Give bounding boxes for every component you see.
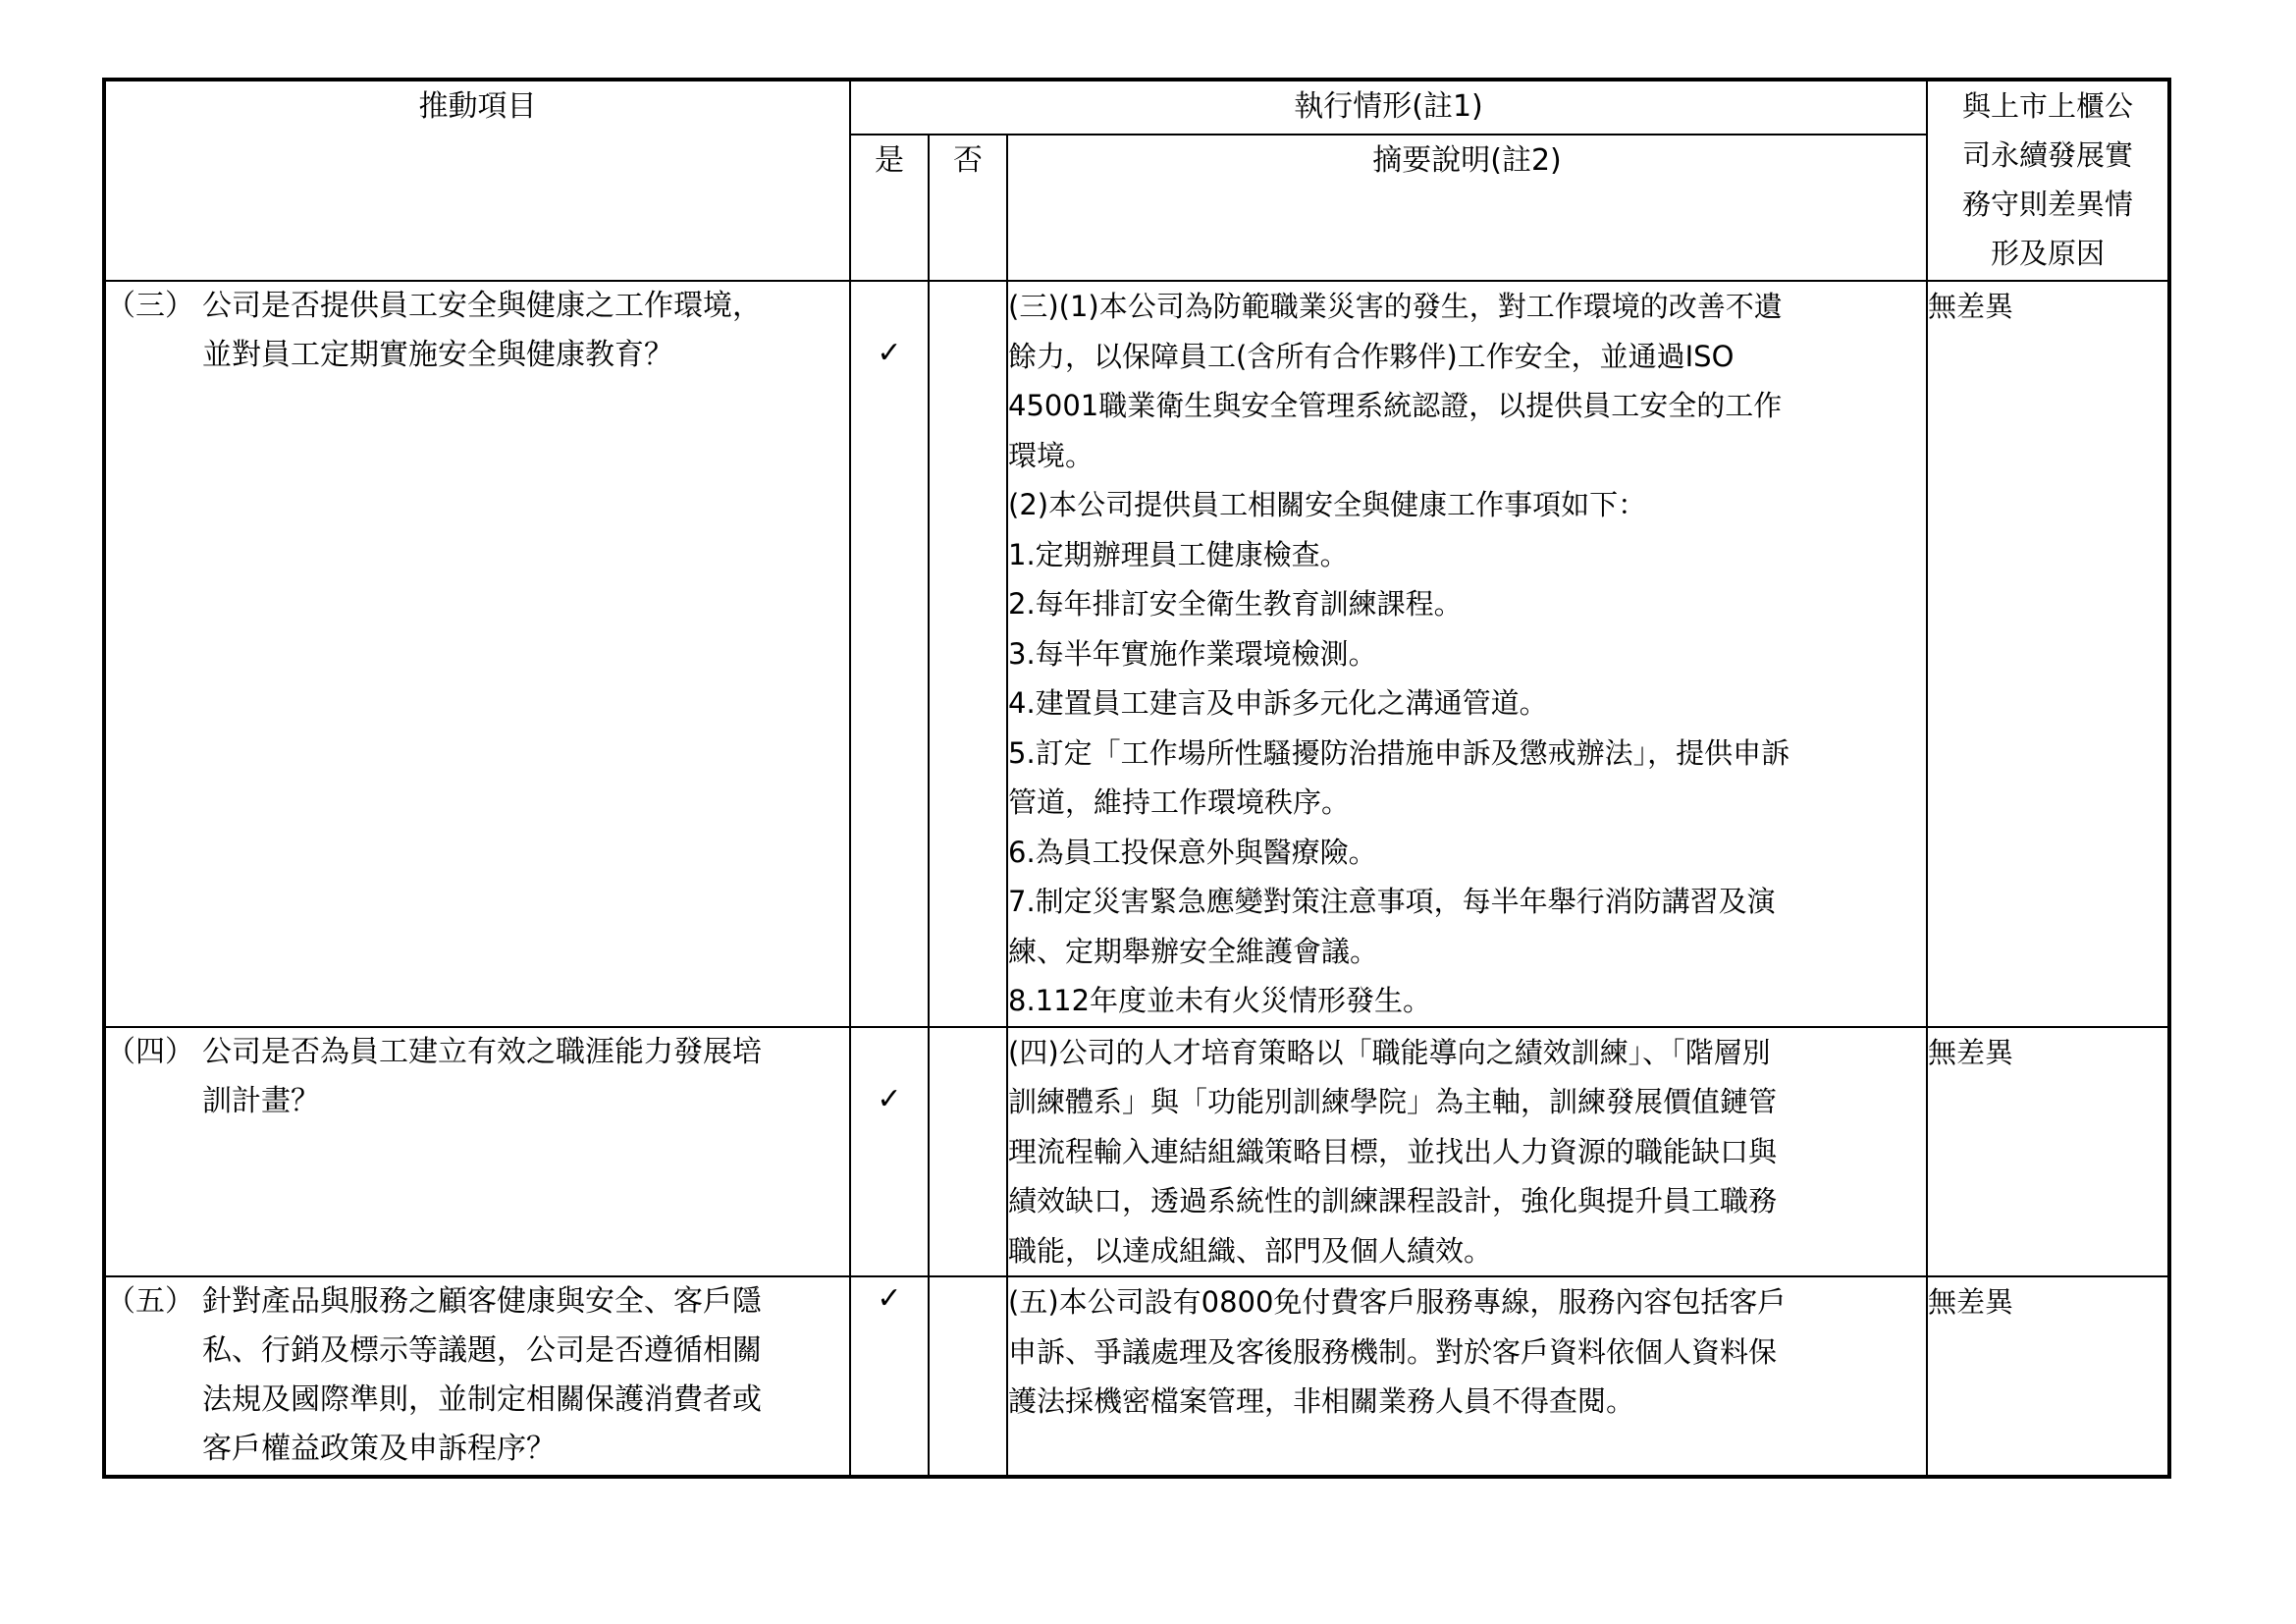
question-text: 訓計畫？ (202, 1083, 320, 1118)
yes-check-cell (850, 1027, 929, 1277)
description-line: 訓練體系」與「功能別訓練學院」為主軸，訓練發展價值鏈管 (1008, 1085, 1778, 1118)
question-text: 針對產品與服務之顧客健康與安全、客戶隱 (202, 1284, 762, 1319)
description-line: 環境。 (1008, 438, 1095, 472)
question-text: 法規及國際準則，並制定相關保護消費者或 (202, 1382, 762, 1417)
question-cell (104, 281, 850, 1027)
question-cell (104, 1276, 850, 1477)
table-row (104, 1276, 2169, 1477)
difference-header-line: 務守則差異情 (1962, 188, 2134, 221)
difference-cell: 無差異 (1927, 281, 2169, 1027)
item-number: （五） (106, 1284, 194, 1319)
checkmark-icon: ✓ (877, 1081, 902, 1116)
no-header: 否 (929, 135, 1007, 281)
difference-header-line: 與上市上櫃公 (1962, 89, 2134, 123)
description-cell (1007, 281, 1927, 1027)
description-line: 45001職業衛生與安全管理系統認證，以提供員工安全的工作 (1008, 389, 1783, 422)
difference-header-line: 形及原因 (1991, 237, 2106, 270)
description-line: 1.定期辦理員工健康檢查。 (1008, 537, 1349, 571)
description-line: 護法採機密檔案管理，非相關業務人員不得查閱。 (1008, 1384, 1635, 1418)
checkmark-icon: ✓ (877, 1281, 902, 1316)
description-line: 理流程輸入連結組織策略目標，並找出人力資源的職能缺口與 (1008, 1134, 1778, 1168)
description-line: 5.訂定「工作場所性騷擾防治措施申訴及懲戒辦法」，提供申訴 (1008, 735, 1790, 770)
description-line: 職能，以達成組織、部門及個人績效。 (1008, 1233, 1493, 1268)
description-line: 4.建置員工建言及申訴多元化之溝通管道。 (1008, 686, 1548, 720)
description-line: (四)公司的人才培育策略以「職能導向之績效訓練」、「階層別 (1008, 1035, 1771, 1069)
description-line: 8.112年度並未有火災情形發生。 (1008, 984, 1432, 1017)
description-line: 2.每年排訂安全衛生教育訓練課程。 (1008, 587, 1463, 621)
question-text: 私、行銷及標示等議題，公司是否遵循相關 (202, 1333, 762, 1368)
yes-check-cell (850, 281, 929, 1027)
description-line: (2)本公司提供員工相關安全與健康工作事項如下： (1008, 488, 1647, 521)
difference-cell: 無差異 (1927, 1276, 2169, 1477)
no-check-cell (929, 281, 1007, 1027)
yes-header: 是 (850, 135, 929, 281)
no-check-cell (929, 1027, 1007, 1277)
question-cell (104, 1027, 850, 1277)
description-line: 餘力，以保障員工(含所有合作夥伴)工作安全，並通過ISO (1008, 339, 1735, 373)
question-text: 客戶權益政策及申訴程序？ (202, 1432, 556, 1466)
table-row (104, 281, 2169, 1027)
execution-status-header: 執行情形(註1) (850, 80, 1927, 135)
yes-check-cell (850, 1276, 929, 1477)
description-line: (五)本公司設有0800免付費客戶服務專線，服務內容包括客戶 (1008, 1285, 1787, 1319)
question-text: 並對員工定期實施安全與健康教育？ (202, 338, 673, 372)
description-line: (三)(1)本公司為防範職業災害的發生，對工作環境的改善不遺 (1008, 290, 1783, 323)
item-number: （四） (106, 1034, 194, 1069)
description-line: 7.制定災害緊急應變對策注意事項，每半年舉行消防講習及演 (1008, 885, 1776, 918)
header-row-1 (104, 80, 2169, 135)
no-check-cell (929, 1276, 1007, 1477)
table-row (104, 1027, 2169, 1277)
description-line: 申訴、爭議處理及客後服務機制。對於客戶資料依個人資料保 (1008, 1334, 1778, 1369)
promotion-item-header: 推動項目 (104, 80, 850, 281)
description-line: 管道，維持工作環境秩序。 (1008, 785, 1351, 819)
summary-header: 摘要說明(註2) (1007, 135, 1927, 281)
description-cell (1007, 1027, 1927, 1277)
description-line: 練、定期舉辦安全維護會議。 (1008, 934, 1379, 968)
checkmark-icon: ✓ (877, 336, 902, 370)
description-line: 3.每半年實施作業環境檢測。 (1008, 636, 1377, 671)
description-line: 6.為員工投保意外與醫療險。 (1008, 835, 1377, 869)
difference-header (1927, 80, 2169, 281)
item-number: （三） (106, 289, 194, 323)
sustainability-practice-table (102, 78, 2171, 1479)
question-text: 公司是否提供員工安全與健康之工作環境， (202, 289, 762, 323)
difference-header-line: 司永續發展實 (1962, 138, 2134, 172)
question-text: 公司是否為員工建立有效之職涯能力發展培 (202, 1034, 762, 1069)
description-line: 績效缺口，透過系統性的訓練課程設計，強化與提升員工職務 (1008, 1184, 1778, 1218)
description-cell (1007, 1276, 1927, 1477)
difference-cell: 無差異 (1927, 1027, 2169, 1277)
